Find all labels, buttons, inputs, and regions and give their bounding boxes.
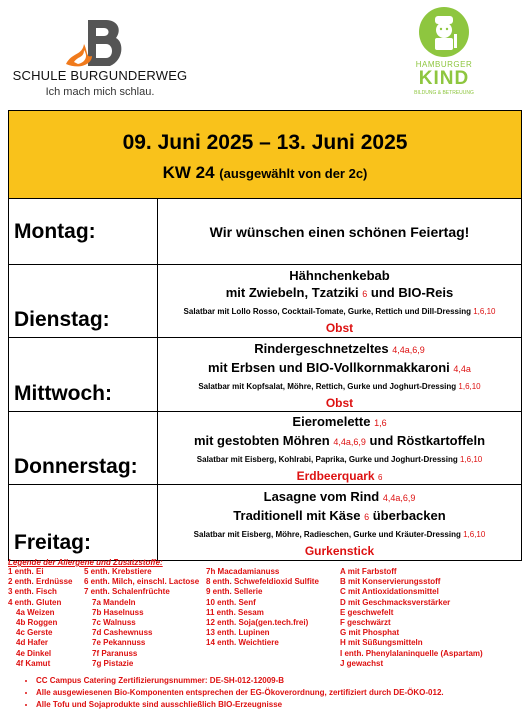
legend-item: 7h Macadamianuss <box>206 567 280 576</box>
allergen-codes: 6 <box>364 511 370 522</box>
allergen-codes: 1,6,10 <box>473 307 496 316</box>
legend-item: 7g Pistazie <box>92 658 134 668</box>
legend-item: A mit Farbstoff <box>340 567 397 576</box>
legend-item: 13 enth. Lupinen <box>206 628 270 638</box>
dessert: Obst <box>325 321 354 335</box>
legend-item: 7 enth. Schalenfrüchte <box>84 587 170 597</box>
dish-line <box>158 488 521 507</box>
dish-text: überbacken <box>372 507 446 523</box>
day-label-monday: Montag: <box>9 199 158 265</box>
legend-item: 4a Weizen <box>16 607 55 617</box>
title-row <box>9 111 522 199</box>
allergen-codes: 4,4a,6,9 <box>333 437 366 447</box>
legend-col-1 <box>8 567 72 669</box>
dessert <box>158 469 521 483</box>
meal-monday <box>158 199 522 265</box>
dish-line <box>158 284 521 303</box>
meal-wednesday <box>158 338 522 412</box>
allergen-codes: 4,4a,6,9 <box>392 344 425 355</box>
dish-line <box>158 507 521 526</box>
footnotes <box>20 675 520 712</box>
day-label-tuesday: Dienstag: <box>9 265 158 338</box>
allergen-codes: 1,6,10 <box>458 381 481 391</box>
legend-item: 7b Haselnuss <box>92 607 144 617</box>
allergen-codes: 4,4a <box>453 363 471 374</box>
salad-bar <box>158 381 521 392</box>
school-logo <box>10 10 190 100</box>
brand-sub-text: BILDUNG & BETREUUNG <box>414 90 474 96</box>
brand-top-text: HAMBURGER <box>415 60 473 69</box>
week-dates: 09. Juni 2025 – 13. Juni 2025 <box>122 130 408 154</box>
dish-line: Hähnchenkebab <box>289 268 390 283</box>
day-row-wednesday <box>9 338 522 412</box>
dish-line <box>158 340 521 359</box>
legend-item: 10 enth. Senf <box>206 597 256 607</box>
salad-text: Salatbar mit Kopfsalat, Möhre, Rettich, Gurke und Joghurt-Dressing <box>198 381 457 391</box>
dish-line <box>158 359 521 378</box>
holiday-text: Wir wünschen einen schönen Feiertag! <box>209 223 470 240</box>
brand-main-text: KIND <box>418 68 470 89</box>
legend-title: Legende der Allergene und Zusatzstoffe: <box>8 558 163 567</box>
day-row-monday <box>9 199 522 265</box>
legend-item: G mit Phosphat <box>340 628 400 638</box>
legend-item: F geschwärzt <box>340 618 391 628</box>
legend-grid <box>8 567 521 677</box>
legend-item: 2 enth. Erdnüsse <box>8 577 73 587</box>
salad-text: Salatbar mit Lollo Rosso, Cocktail-Tomate, Gurke, Rettich und Dill-Dressing <box>183 307 471 316</box>
legend-item: 7c Walnuss <box>92 618 136 628</box>
header <box>0 0 528 108</box>
allergen-codes: 4,4a,6,9 <box>382 492 416 503</box>
legend-item: D mit Geschmacksverstärker <box>340 597 451 607</box>
dish-text: und Röstkartoffeln <box>369 433 486 448</box>
dish-text: und BIO-Reis <box>370 285 454 300</box>
school-flame-b-icon <box>62 16 126 72</box>
legend-item: C mit Antioxidationsmittel <box>340 587 439 597</box>
footnote-item: • CC Campus Catering Zertifizierungsnummer: DE-SH-012-12009-B <box>36 675 520 687</box>
legend-item: 11 enth. Sesam <box>206 607 264 617</box>
dish-text: Traditionell mit Käse <box>233 507 361 523</box>
dish-line <box>158 432 521 451</box>
legend-item: 9 enth. Sellerie <box>206 587 263 597</box>
legend-item: E geschwefelt <box>340 607 394 617</box>
legend-item: 4b Roggen <box>16 618 58 628</box>
day-row-tuesday <box>9 265 522 338</box>
footnote-item: • Alle ausgewiesenen Bio-Komponenten entsprechen der EG-Ökoverordnung, zertifiziert durch DE-ÖKO-012. <box>36 687 520 699</box>
dessert: Obst <box>325 395 354 410</box>
legend-item: 5 enth. Krebstiere <box>84 567 152 576</box>
title-cell <box>9 111 522 199</box>
legend-item: B mit Konservierungsstoff <box>340 577 441 587</box>
legend-item: 4 enth. Gluten <box>8 597 62 607</box>
dish-text: mit gestobten Möhren <box>193 433 330 448</box>
dish-text: Lasagne vom Rind <box>263 488 380 504</box>
week-number <box>9 163 521 183</box>
meal-friday <box>158 485 522 561</box>
legend-item: 4e Dinkel <box>16 648 52 658</box>
day-row-thursday <box>9 412 522 485</box>
allergen-codes: 6 <box>362 289 368 299</box>
legend-col-3 <box>206 567 319 649</box>
meal-thursday <box>158 412 522 485</box>
day-label-thursday: Donnerstag: <box>9 412 158 485</box>
salad-bar <box>158 454 521 465</box>
day-label-wednesday: Mittwoch: <box>9 338 158 412</box>
allergen-codes: 1,6,10 <box>459 455 483 464</box>
dessert: Gurkenstick <box>304 543 375 558</box>
salad-bar <box>158 529 521 540</box>
dish-text: mit Erbsen und BIO-Vollkornmakkaroni <box>208 359 450 375</box>
legend-item: 1 enth. Ei <box>8 567 44 576</box>
dish-text: Rindergeschnetzeltes <box>254 340 389 356</box>
salad-bar <box>158 306 521 317</box>
kw-note: (ausgewählt von der 2c) <box>219 165 368 181</box>
legend-item: 8 enth. Schwefeldioxid Sulfite <box>206 577 319 587</box>
legend-item: H mit Süßungsmitteln <box>340 638 423 648</box>
legend-item: 7a Mandeln <box>92 597 136 607</box>
dish-text: mit Zwiebeln, Tzatziki <box>225 285 359 300</box>
dish-text: Eieromelette <box>292 414 371 429</box>
allergen-codes: 1,6 <box>374 418 387 428</box>
allergen-legend <box>8 558 521 677</box>
dish-line <box>158 413 521 432</box>
legend-item: 7d Cashewnuss <box>92 628 153 638</box>
legend-item: 7f Paranuss <box>92 648 138 658</box>
allergen-codes: 6 <box>377 473 383 482</box>
legend-item: 4c Gerste <box>16 628 53 638</box>
legend-item: 3 enth. Fisch <box>8 587 57 597</box>
legend-item: 14 enth. Weichtiere <box>206 638 279 648</box>
meal-tuesday <box>158 265 522 338</box>
legend-item: 6 enth. Milch, einschl. Lactose <box>84 577 200 587</box>
menu-table <box>8 110 522 561</box>
dessert-text: Erdbeerquark <box>296 469 375 483</box>
school-name: SCHULE BURGUNDERWEG <box>12 68 188 83</box>
day-label-friday: Freitag: <box>9 485 158 561</box>
legend-item: 7e Pekannuss <box>92 638 146 648</box>
legend-item: J gewachst <box>340 658 384 668</box>
kw-label: KW 24 <box>162 162 215 182</box>
legend-item: I enth. Phenylalaninquelle (Aspartam) <box>340 648 483 658</box>
salad-text: Salatbar mit Eisberg, Möhre, Radieschen, Gurke und Kräuter-Dressing <box>193 529 461 539</box>
allergen-codes: 1,6,10 <box>463 529 486 539</box>
footnote-item: • Alle Tofu und Sojaprodukte sind ausschließlich BIO-Erzeugnisse <box>36 699 520 711</box>
legend-col-2 <box>84 567 199 669</box>
hamburger-kind-logo <box>410 6 506 106</box>
legend-item: 12 enth. Soja(gen.tech.frei) <box>206 618 309 628</box>
day-row-friday <box>9 485 522 561</box>
salad-text: Salatbar mit Eisberg, Kohlrabi, Paprika, Gurke und Joghurt-Dressing <box>196 455 458 464</box>
legend-item: 4d Hafer <box>16 638 49 648</box>
chef-kid-icon <box>418 6 470 58</box>
legend-item: 4f Kamut <box>16 658 51 668</box>
school-slogan: Ich mach mich schlau. <box>45 86 155 98</box>
legend-col-4 <box>340 567 483 669</box>
